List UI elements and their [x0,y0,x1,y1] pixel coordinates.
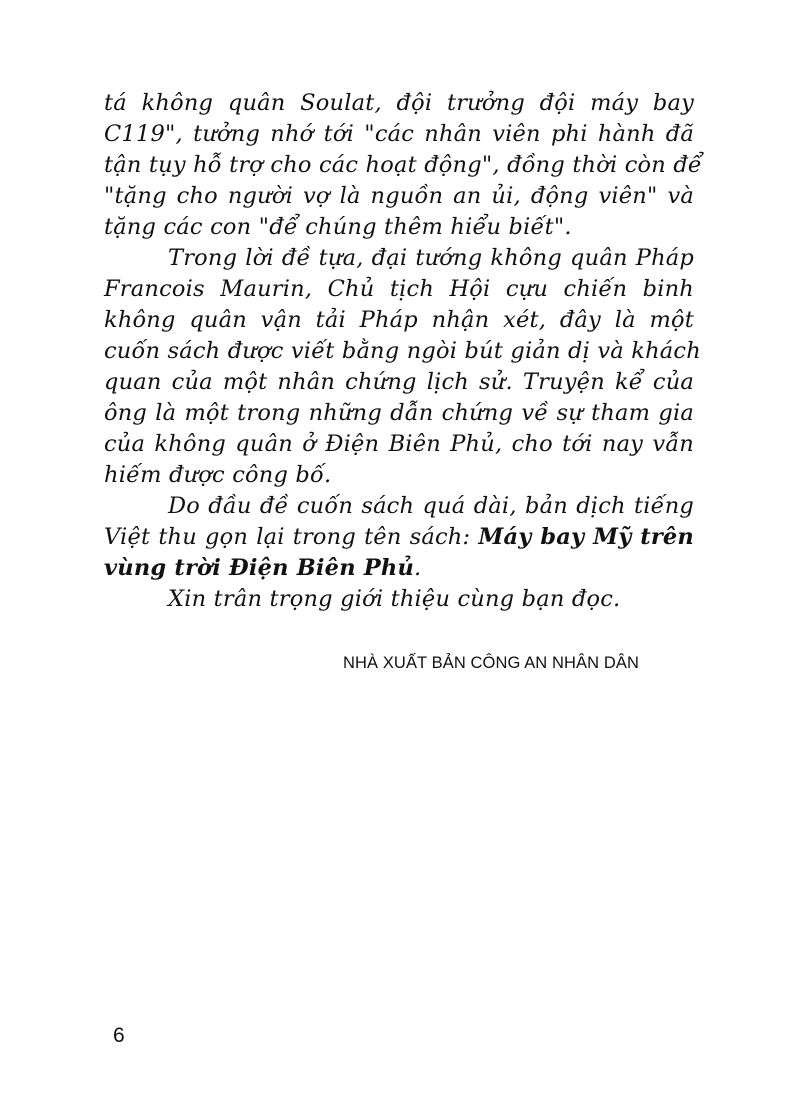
text-line: Trong lời đề tựa, đại tướng không quân Pháp [168,245,694,271]
text-line: không quân vận tải Pháp nhận xét, đây là một [104,307,694,333]
title-suffix: . [414,555,422,581]
text-line-book-title-end [104,553,694,584]
book-title-part-2: vùng trời Điện Biên Phủ [104,555,415,581]
title-prefix: Việt thu gọn lại trong tên sách: [104,524,479,550]
text-line: tặng các con "để chúng thêm hiểu biết". [104,214,572,240]
book-title-part-1: Máy bay Mỹ trên [478,524,694,550]
text-line: "tặng cho người vợ là nguồn an ủi, động viên" và [104,183,694,209]
closing-line: Xin trân trọng giới thiệu cùng bạn đọc. [168,586,621,612]
text-line: tận tụy hỗ trợ cho các hoạt động", đồng thời còn để [104,152,702,178]
text-line: C119", tưởng nhớ tới "các nhân viên phi hành đã [104,121,694,147]
text-line: hiếm được công bố. [104,462,332,488]
text-line: Do đầu đề cuốn sách quá dài, bản dịch tiếng [168,493,694,519]
text-line: ông là một trong những dẫn chứng về sự tham gia [104,400,694,426]
text-line: Francois Maurin, Chủ tịch Hội cựu chiến binh [104,276,694,302]
text-line: tá không quân Soulat, đội trưởng đội máy bay [104,90,694,116]
text-line: quan của một nhân chứng lịch sử. Truyện kể của [104,369,694,395]
publisher-name: NHÀ XUẤT BẢN CÔNG AN NHÂN DÂN [343,654,639,672]
page-number: 6 [113,1024,125,1047]
text-line: của không quân ở Điện Biên Phủ, cho tới nay vẫn [104,431,694,457]
text-line-book-title [104,522,694,553]
body-text [104,88,702,615]
text-line: cuốn sách được viết bằng ngòi bút giản dị và khách [104,338,701,364]
